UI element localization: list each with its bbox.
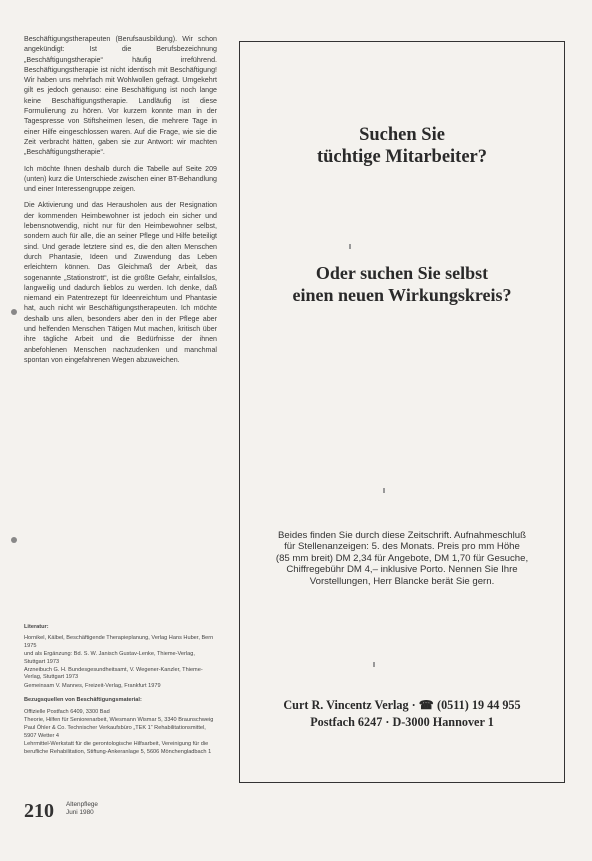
publisher-name-phone: Curt R. Vincentz Verlag · ☎ (0511) 19 44 955 <box>283 698 521 712</box>
page-number: 210 <box>24 800 54 822</box>
issue-date: Juni 1980 <box>66 809 94 816</box>
source-entry: Offizielle Postfach 6409, 3300 Bad <box>24 708 110 715</box>
source-entry: Theorie, Hilfen für Seniorenarbeit, Wiesmann Wismar 5, 3340 Braunschweig <box>24 717 214 724</box>
ad-body-text: Beides finden Sie durch diese Zeitschrift. Aufnahmeschluß für Stellenanzeigen: 5. des Monats. Preis pro mm Höhe (85 mm breit) DM 2,34 für Angebote, DM 1,70 für Gesuche, Chiffregebühr DM 4,– inklusive Porto. Nennen Sie Ihre Vorstellungen, Herr Blancke berät Sie gern. <box>275 530 529 587</box>
references <box>24 624 217 757</box>
source-entry: Lehrmittel-Werkstatt für die gerontologische Hilfsarbeit, Vereinigung für die berufliche Rehabilitation, Stiftung-Ankeranlage 5, 5606 Mönchengladbach 1 <box>24 741 212 755</box>
print-speck <box>373 662 375 667</box>
article-paragraph: Ich möchte Ihnen deshalb durch die Tabelle auf Seite 209 (unten) kurz die Unterschiede zwischen einer BT-Behandlung und einer Interessengruppe zeigen. <box>24 164 217 194</box>
ad-headline-jobseekers: Oder suchen Sie selbst einen neuen Wirkungskreis? <box>292 263 512 305</box>
page-folio <box>24 800 98 823</box>
reference-entry: Arzneibuch G. H. Bundesgesundheitsamt, V. Wegener-Kanzler, Thieme-Verlag, Stuttgart 1973 <box>24 667 203 681</box>
job-advertisement <box>239 41 565 783</box>
reference-entry: Gemeinsam V. Mannes, Freizeit-Verlag, Frankfurt 1979 <box>24 682 161 689</box>
magazine-issue <box>66 801 126 817</box>
reference-entry: und als Ergänzung: Bd. S. W. Janisch Gustav-Lenke, Thieme-Verlag, Stuttgart 1973 <box>24 651 195 665</box>
article-paragraph: Beschäftigungstherapeuten (Berufsausbildung). Wir schon angekündigt: Ist die Berufsbezeichnung „Beschäftigungstherapie“ häufig irreführend. Beschäftigungstherapie ist nicht identisch mit Beschäftigung! Wir haben uns mehrfach mit Wohlwollen gefragt. Umgekehrt gilt es jedoch genauso: eine Beschäftigung ist noch lange keine Beschäftigungstherapie. Landläufig ist diese Formulierung zu hören. Vor kurzem konnte man in der Tagespresse von Stiftsheimen lesen, die mehrere Tage in einer Hilfe eingeschlossen waren. Auf die Frage, wie sie die Zeit verbracht hätten, gaben sie zur Antwort: wir machten „Beschäftigungstherapie“. <box>24 35 217 157</box>
references-heading: Literatur: <box>24 624 49 630</box>
margin-punch-mark <box>11 309 17 315</box>
margin-punch-mark <box>11 537 17 543</box>
publisher-contact <box>240 697 564 731</box>
sources-heading: Bezugsquellen von Beschäftigungsmaterial: <box>24 697 142 704</box>
source-entry: Paul Öhler & Co. Technischer Verkaufsbüro „TEK 1“ Rehabilitationsmittel, 5907 Wetter 4 <box>24 725 206 739</box>
article-column <box>24 34 217 371</box>
magazine-name: Altenpflege <box>66 801 98 808</box>
publisher-address: Postfach 6247 · D-3000 Hannover 1 <box>310 715 494 729</box>
print-speck <box>349 244 351 249</box>
print-speck <box>383 488 385 493</box>
reference-entry: Hornikel, Kälbel, Beschäftigende Therapieplanung, Verlag Hans Huber, Bern 1975 <box>24 635 214 649</box>
ad-headline-employers: Suchen Sie tüchtige Mitarbeiter? <box>316 125 488 167</box>
article-paragraph: Die Aktivierung und das Herausholen aus der Resignation der kommenden Heimbewohner ist jedoch ein sicher und lebensnotwendig, nicht nur für den Heimbewohner selbst, sondern auch für alle, die an seiner Pflege und Hilfe beteiligt sind. Und gerade letztere sind es, die den alten Menschen durch Phantasie, Ideen und Zuwendung das Leben erleichtern können. Das Gleichmaß der Arbeit, das sogenannte „Stationstrott“, ist die größte Gefahr, einfallslos, langweilig und dadurch lieblos zu werden. Ich denke, daß niemand ein Patentrezept für Ideenreichtum und Phantasie hat, auch nicht wir Beschäftigungstherapeuten. Ich möchte deshalb uns allen, besonders aber den in der Pflege aber und helfenden Menschen Tätigen Mut machen, kritisch über ihre tägliche Arbeit und die Bedürfnisse der ihnen anbefohlenen Menschen nachzudenken und manchmal spontan von eingefahrenen Wegen abzuweichen. <box>24 201 217 364</box>
